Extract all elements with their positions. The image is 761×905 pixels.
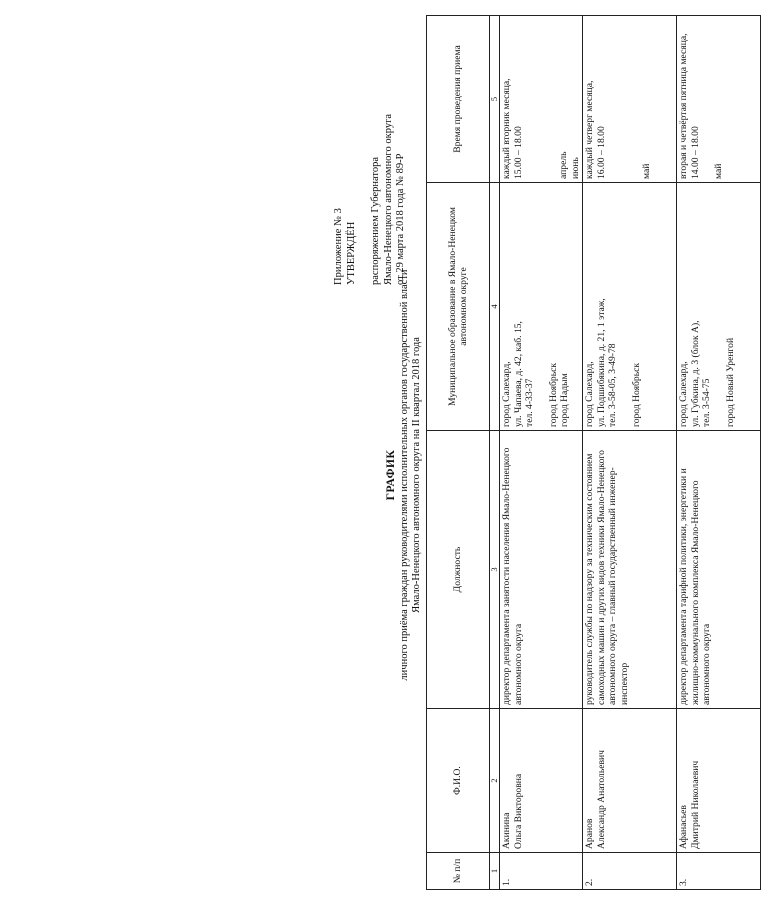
phone-line: тел. 3-58-05, 3-49-78 (607, 343, 618, 427)
month-line: май (641, 163, 652, 179)
approval-authority: распоряжением Губернатора (370, 157, 381, 285)
header-number: № п/п (427, 853, 490, 890)
table-row (677, 16, 761, 890)
time-cell (583, 16, 677, 183)
municipality-cell (677, 183, 761, 431)
time-cell (677, 16, 761, 183)
surname: Акинина (501, 812, 512, 849)
address-line: ул. Губкина, д. 3 (блок А), (689, 320, 701, 427)
column-number: 5 (490, 16, 500, 183)
header-time: Время проведения приема (427, 16, 490, 183)
header-position: Должность (427, 431, 490, 709)
document-heading (385, 195, 424, 755)
city-line: город Ноябрьск (547, 362, 559, 427)
person-name (500, 709, 583, 853)
person-name (583, 709, 677, 853)
city-line: город Ноябрьск (630, 362, 642, 427)
address-line: город Салехард, (678, 361, 689, 427)
schedule-line: вторая и четвёртая пятница месяца, (678, 33, 689, 179)
row-number: 2. (583, 853, 677, 890)
schedule-table (426, 15, 761, 890)
document-title: ГРАФИК (385, 449, 397, 501)
address-line: ул. Подшибякина, д. 21, 1 этаж, (595, 298, 607, 427)
given-names: Александр Анатольевич (595, 750, 607, 849)
month-line: апрель (558, 151, 569, 179)
row-number: 1. (500, 853, 583, 890)
phone-line: тел. 3-54-75 (701, 378, 712, 427)
hours-line: 15.00 – 18.00 (512, 126, 524, 179)
approved-label: УТВЕРЖДЁН (345, 221, 357, 285)
row-number: 3. (677, 853, 761, 890)
time-cell (500, 16, 583, 183)
header-name: Ф.И.О. (427, 709, 490, 853)
appendix-label: Приложение № 3 (333, 208, 344, 285)
approval-date: от 29 марта 2018 года № 89-Р (395, 153, 406, 285)
phone-line: тел. 4-33-37 (524, 378, 535, 427)
municipality-cell (583, 183, 677, 431)
table-row (500, 16, 583, 890)
header-municipality: Муниципальное образование в Ямало-Ненецком автономном округе (427, 183, 490, 431)
table-row (583, 16, 677, 890)
address-line: ул. Чапаева, д. 42, каб. 15, (512, 321, 524, 427)
surname: Аранов (584, 818, 595, 849)
column-number: 4 (490, 183, 500, 431)
hours-line: 16.00 – 18.00 (595, 126, 607, 179)
document-subtitle-line2: Ямало-Ненецкого автономного округа на II квартал 2018 года (411, 337, 422, 613)
person-name (677, 709, 761, 853)
city-line: город Надым (559, 373, 570, 427)
column-number: 1 (490, 853, 500, 890)
schedule-line: каждый вторник месяца, (501, 78, 512, 179)
position-cell: директор департамента занятости населения Ямало-Ненецкого автономного округа (500, 431, 583, 709)
address-line: город Салехард, (501, 361, 512, 427)
surname: Афанасьев (678, 805, 689, 849)
approval-region: Ямало-Ненецкого автономного округа (382, 113, 394, 285)
month-line: май (713, 163, 724, 179)
position-cell: директор департамента тарифной политики, энергетики и жилищно-коммунального комплекса Ямало-Ненецкого автономного округа (677, 431, 761, 709)
document-subtitle-line1: личного приёма граждан руководителями исполнительных органов государственной власти (398, 269, 410, 681)
column-number: 3 (490, 431, 500, 709)
address-line: город Салехард, (584, 361, 595, 427)
given-names: Дмитрий Николаевич (689, 760, 701, 849)
column-number-row (490, 16, 500, 890)
schedule-line: каждый четверг месяца, (584, 80, 595, 179)
column-number: 2 (490, 709, 500, 853)
city-line: город Новый Уренгой (724, 337, 736, 427)
table-header-row (427, 16, 490, 890)
hours-line: 14.00 – 18.00 (689, 126, 701, 179)
municipality-cell (500, 183, 583, 431)
position-cell: руководитель службы по надзору за техническим состоянием самоходных машин и других видов техники Ямало-Ненецкого автономного округа – главный государственный инженер-инспектор (583, 431, 677, 709)
given-names: Ольга Викторовна (512, 773, 524, 849)
month-line: июнь (569, 157, 581, 179)
